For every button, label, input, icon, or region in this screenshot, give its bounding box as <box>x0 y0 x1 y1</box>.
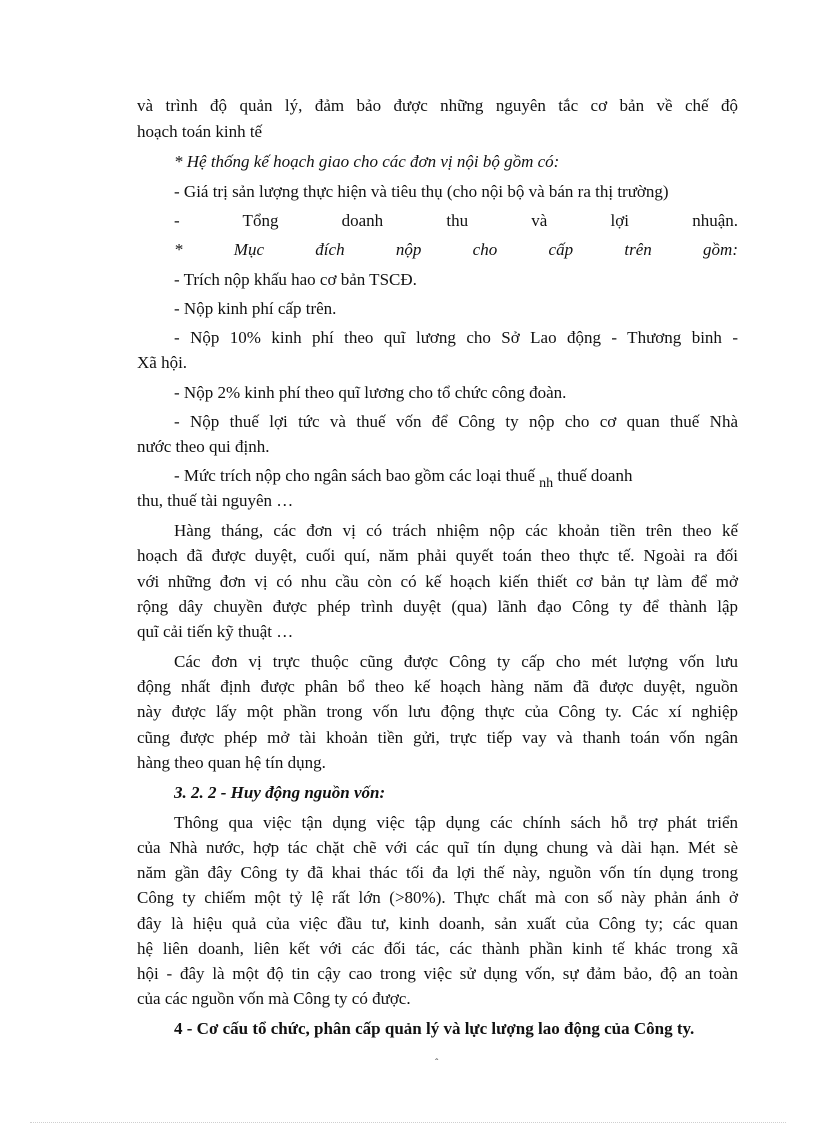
list-item: - Nộp thuế lợi tức và thuế vốn để Công ty nộp cho cơ quan thuế Nhà <box>174 412 738 431</box>
stray-mark: ˆ <box>435 1058 439 1069</box>
paragraph-line: hoạch đã được duyệt, cuối quí, năm phải quyết toán theo thực tế. Ngoài ra đối <box>137 546 738 565</box>
paragraph-line: của các nguồn vốn mà Công ty có được. <box>137 989 411 1008</box>
section-heading: 3. 2. 2 - Huy động nguồn vốn: <box>174 783 386 802</box>
list-item: - Nộp 10% kinh phí theo quĩ lương cho Sở Lao động - Thương binh - <box>174 328 738 347</box>
text-line: thu, thuế tài nguyên … <box>137 491 294 510</box>
stray-subscript: nh <box>539 476 554 491</box>
paragraph-line: Hàng tháng, các đơn vị có trách nhiệm nộp các khoản tiền trên theo kế <box>174 521 738 540</box>
list-item-text: thuế doanh <box>557 466 633 485</box>
text-line: nước theo qui định. <box>137 437 270 456</box>
paragraph-line: này được lấy một phần trong vốn lưu động thực của Công ty. Các xí nghiệp <box>137 702 738 721</box>
italic-heading: * Hệ thống kế hoạch giao cho các đơn vị nội bộ gồm có: <box>174 152 560 171</box>
chapter-heading: 4 - Cơ cấu tổ chức, phân cấp quản lý và lực lượng lao động của Công ty. <box>174 1019 695 1038</box>
paragraph-line: năm gần đây Công ty đã khai thác tối đa lợi thế này, nguồn vốn tín dụng trong <box>137 863 738 882</box>
paragraph-line: hàng theo quan hệ tín dụng. <box>137 753 326 772</box>
paragraph-line: Các đơn vị trực thuộc cũng được Công ty cấp cho mét lượng vốn lưu <box>174 652 738 671</box>
paragraph-line: quĩ cải tiến kỹ thuật … <box>137 622 294 641</box>
paragraph-line: hệ liên doanh, liên kết với các đối tác, các thành phần kinh tế khác trong xã <box>137 939 738 958</box>
paragraph-line: của Nhà nước, hợp tác chặt chẽ với các quĩ tín dụng chung và dài hạn. Mét sè <box>137 838 738 857</box>
paragraph-line: hội - đây là một độ tin cậy cao trong việc sử dụng vốn, sự đảm bảo, độ an toàn <box>137 964 738 983</box>
paragraph-line: động nhất định được phân bổ theo kế hoạch hàng năm đã được duyệt, nguồn <box>137 677 738 696</box>
list-item: - Nộp 2% kinh phí theo quĩ lương cho tổ chức công đoàn. <box>174 383 567 402</box>
list-item: - Giá trị sản lượng thực hiện và tiêu thụ (cho nội bộ và bán ra thị trường) <box>174 182 669 201</box>
text-line: hoạch toán kinh tế <box>137 122 263 141</box>
paragraph-line: Thông qua việc tận dụng việc tập dụng các chính sách hỗ trợ phát triển <box>174 813 738 832</box>
paragraph-line: đây là hiệu quả của việc đầu tư, kinh doanh, sản xuất của Công ty; các quan <box>137 914 738 933</box>
list-item: - Tổng doanh thu và lợi nhuận. <box>174 211 738 230</box>
text-line: Xã hội. <box>137 353 188 372</box>
italic-heading: * Mục đích nộp cho cấp trên gồm: <box>174 240 738 259</box>
paragraph-line: với những đơn vị có nhu cầu còn có kế hoạch kiến thiết cơ bản tự làm để mở <box>137 572 738 591</box>
text-line: và trình độ quản lý, đảm bảo được những nguyên tắc cơ bản về chế độ <box>137 96 738 115</box>
list-item: - Nộp kinh phí cấp trên. <box>174 299 337 318</box>
paragraph-line: cũng được phép mở tài khoản tiền gửi, trực tiếp vay và thanh toán vốn ngân <box>137 728 738 747</box>
paragraph-line: rộng dây chuyền được phép trình duyệt (qua) lãnh đạo Công ty để thành lập <box>137 597 738 616</box>
list-item-text: - Mức trích nộp cho ngân sách bao gồm các loại thuế <box>174 466 535 485</box>
list-item: - Trích nộp khấu hao cơ bản TSCĐ. <box>174 270 417 289</box>
paragraph-line: Công ty chiếm một tỷ lệ rất lớn (>80%). Thực chất mà con số này phản ánh ở <box>137 888 738 907</box>
